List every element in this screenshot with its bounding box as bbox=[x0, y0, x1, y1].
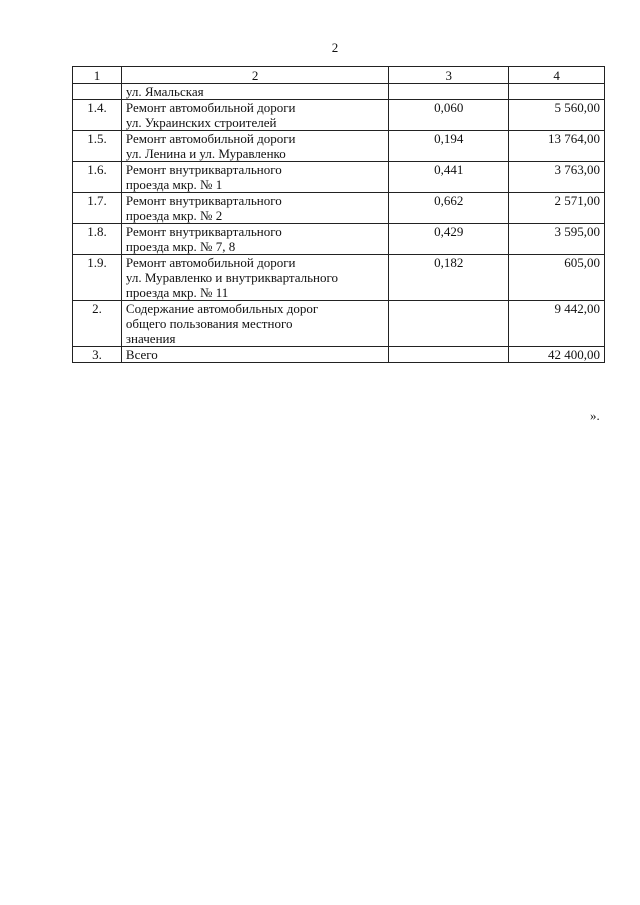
row-name-cell bbox=[121, 224, 389, 255]
row-name-line: Содержание автомобильных дорог bbox=[125, 301, 319, 316]
row-name-line: Ремонт автомобильной дороги bbox=[125, 100, 296, 115]
row-name-line: проезда мкр. № 11 bbox=[125, 285, 229, 300]
row-length-cell: 0,182 bbox=[389, 255, 509, 301]
column-header-3: 3 bbox=[389, 67, 509, 84]
row-name-line: Ремонт внутриквартального bbox=[125, 162, 282, 177]
row-number-cell: 1.4. bbox=[73, 100, 122, 131]
row-number-cell: 1.9. bbox=[73, 255, 122, 301]
table-row bbox=[73, 100, 605, 131]
table-row bbox=[73, 255, 605, 301]
row-name-cell bbox=[121, 255, 389, 301]
row-length-cell: 0,662 bbox=[389, 193, 509, 224]
row-number-cell: 3. bbox=[73, 347, 122, 363]
row-name-cell bbox=[121, 193, 389, 224]
column-header-4: 4 bbox=[509, 67, 605, 84]
row-name-cell bbox=[121, 347, 389, 363]
column-header-2: 2 bbox=[121, 67, 389, 84]
row-length-cell: 0,429 bbox=[389, 224, 509, 255]
row-name-cell bbox=[121, 100, 389, 131]
row-length-cell bbox=[389, 301, 509, 347]
table-row bbox=[73, 347, 605, 363]
row-amount-cell: 3 763,00 bbox=[509, 162, 605, 193]
continuation-row bbox=[73, 84, 605, 100]
row-length-cell: 0,194 bbox=[389, 131, 509, 162]
continuation-num-cell bbox=[73, 84, 122, 100]
row-name-cell bbox=[121, 301, 389, 347]
continuation-length-cell bbox=[389, 84, 509, 100]
table-row bbox=[73, 162, 605, 193]
row-name-line: Ремонт внутриквартального bbox=[125, 193, 282, 208]
table-row bbox=[73, 301, 605, 347]
row-number-cell: 1.6. bbox=[73, 162, 122, 193]
row-number-cell: 1.7. bbox=[73, 193, 122, 224]
row-amount-cell: 13 764,00 bbox=[509, 131, 605, 162]
row-number-cell: 1.5. bbox=[73, 131, 122, 162]
row-amount-cell: 9 442,00 bbox=[509, 301, 605, 347]
row-length-cell: 0,441 bbox=[389, 162, 509, 193]
row-name-cell bbox=[121, 162, 389, 193]
table-row bbox=[73, 131, 605, 162]
column-header-1: 1 bbox=[73, 67, 122, 84]
row-amount-cell: 605,00 bbox=[509, 255, 605, 301]
table-header-row bbox=[73, 67, 605, 84]
row-amount-cell: 3 595,00 bbox=[509, 224, 605, 255]
row-name-line: ул. Муравленко и внутриквартального bbox=[125, 270, 339, 285]
row-name-line: общего пользования местного bbox=[125, 316, 293, 331]
row-amount-cell: 5 560,00 bbox=[509, 100, 605, 131]
row-name-line: ул. Украинских строителей bbox=[125, 115, 277, 130]
table-row bbox=[73, 193, 605, 224]
table-row bbox=[73, 224, 605, 255]
page-number: 2 bbox=[331, 40, 339, 55]
row-length-cell: 0,060 bbox=[389, 100, 509, 131]
budget-table bbox=[72, 66, 605, 363]
continuation-amount-cell bbox=[509, 84, 605, 100]
row-amount-cell: 2 571,00 bbox=[509, 193, 605, 224]
continuation-name-cell: ул. Ямальская bbox=[121, 84, 389, 100]
row-name-line: Ремонт автомобильной дороги bbox=[125, 255, 296, 270]
row-name-line: Ремонт автомобильной дороги bbox=[125, 131, 296, 146]
row-amount-cell: 42 400,00 bbox=[509, 347, 605, 363]
row-name-line: Ремонт внутриквартального bbox=[125, 224, 282, 239]
row-name-line: проезда мкр. № 2 bbox=[125, 208, 223, 223]
row-number-cell: 1.8. bbox=[73, 224, 122, 255]
row-name-line: проезда мкр. № 1 bbox=[125, 177, 223, 192]
row-name-line: Всего bbox=[125, 347, 158, 362]
row-name-line: значения bbox=[125, 331, 176, 346]
closing-quote-mark: ». bbox=[590, 408, 600, 423]
row-name-line: проезда мкр. № 7, 8 bbox=[125, 239, 236, 254]
row-number-cell: 2. bbox=[73, 301, 122, 347]
row-length-cell bbox=[389, 347, 509, 363]
row-name-cell bbox=[121, 131, 389, 162]
row-name-line: ул. Ленина и ул. Муравленко bbox=[125, 146, 286, 161]
